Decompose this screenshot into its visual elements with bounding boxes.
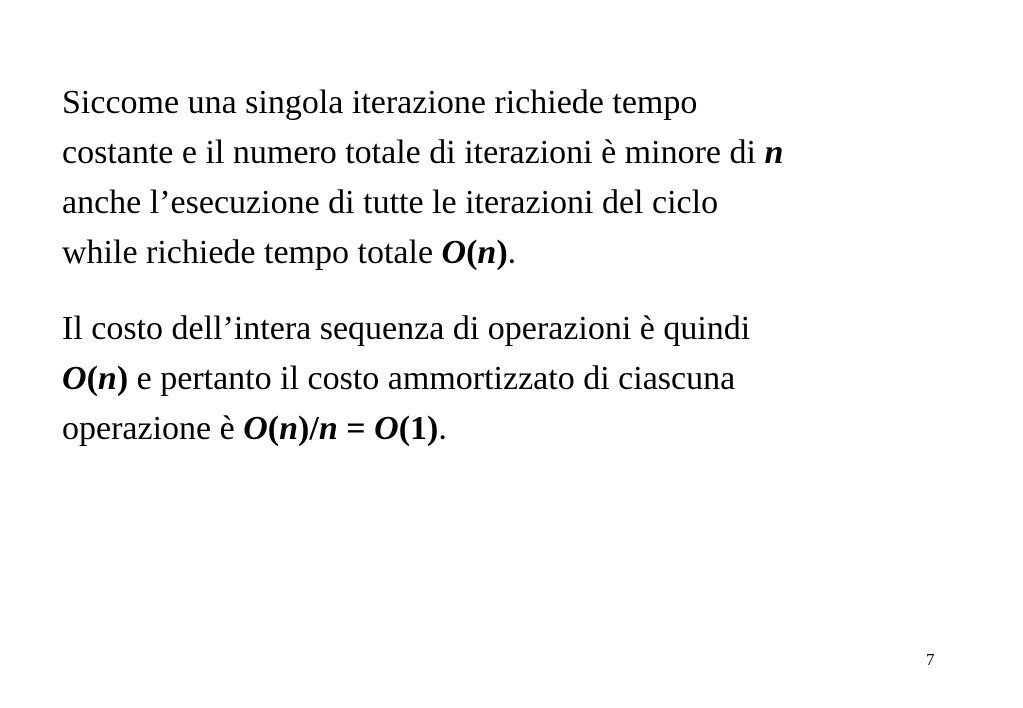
paragraph-cycle-cost [62,78,783,278]
math-big-o: O [441,234,467,271]
math-big-o: O [243,410,268,447]
math-n: n [97,360,117,397]
math-slash: / [309,410,319,447]
paragraph1-line2-text: costante e il numero totale di iterazioni è minore di [62,134,765,171]
period: . [438,410,447,447]
paragraph1-line1: Siccome una singola iterazione richiede tempo [62,84,698,121]
paragraph2-line1: Il costo dell’intera sequenza di operazioni è quindi [62,310,751,347]
math-big-o: O [374,410,399,447]
paragraph1-line4 [62,228,783,278]
math-n: n [279,410,299,447]
paragraph1-line2 [62,128,783,178]
math-big-o: O [62,360,87,397]
math-one: 1 [410,410,428,447]
math-open-paren: ( [267,410,280,447]
page-number: 7 [926,650,935,669]
math-open-paren: ( [86,360,98,397]
paragraph-amortized-cost [62,304,750,454]
math-equals: = [337,410,375,447]
paragraph2-line3 [62,404,750,454]
math-open-paren: ( [466,234,478,271]
paragraph2-line2-text: e pertanto il costo ammortizzato di ciascuna [128,360,736,397]
paragraph2-line2 [62,354,750,404]
math-close-paren: ) [298,410,310,447]
period: . [507,234,517,271]
math-n: n [318,410,338,447]
paragraph2-line3-text: operazione è [62,410,244,447]
paragraph1-line3: anche l’esecuzione di tutte le iterazioni del ciclo [62,184,719,221]
paragraph1-line4-text: while richiede tempo totale [62,234,442,271]
math-close-paren: ) [427,410,439,447]
math-n: n [764,134,784,171]
math-open-paren: ( [398,410,411,447]
math-close-paren: ) [496,234,508,271]
math-n: n [477,234,497,271]
math-close-paren: ) [116,360,129,397]
